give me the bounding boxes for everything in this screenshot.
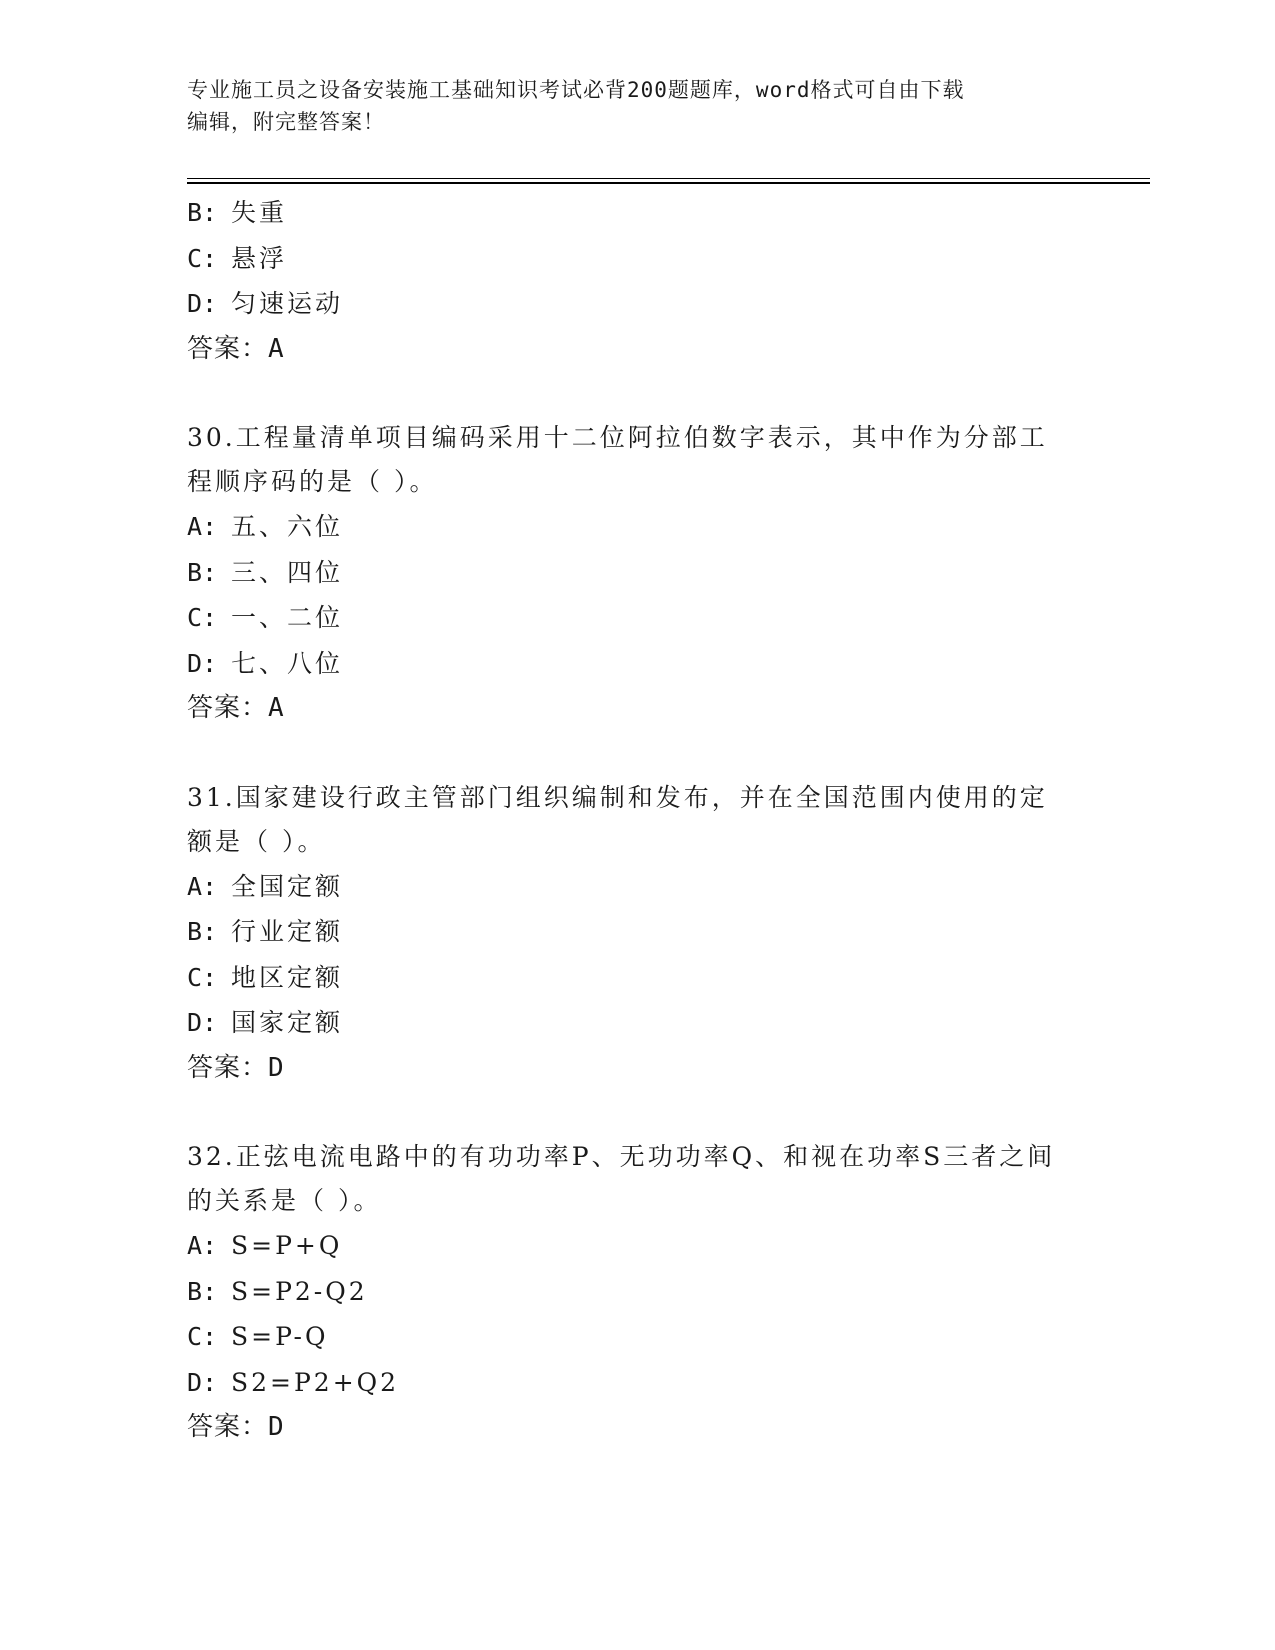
question-spacer: [187, 732, 1077, 776]
option-text: S=P+Q: [231, 1231, 343, 1260]
option-text: 七、八位: [231, 648, 344, 678]
answer-value: A: [268, 333, 285, 364]
option-letter: B:: [187, 198, 218, 227]
option-c: [187, 1314, 1077, 1360]
option-letter: D:: [187, 1367, 218, 1397]
option-d: [187, 1000, 1077, 1046]
option-d: [187, 281, 1077, 327]
answer-label: 答案：: [187, 1412, 269, 1442]
option-b: [187, 1269, 1077, 1315]
question-spacer: [187, 1091, 1077, 1135]
header-divider-thick: [187, 182, 1150, 184]
option-text: 地区定额: [231, 962, 344, 992]
option-letter: B:: [187, 917, 218, 946]
option-letter: C:: [187, 1322, 218, 1351]
option-letter: C:: [187, 243, 218, 273]
option-c: [187, 236, 1077, 282]
answer-value: A: [268, 693, 285, 723]
option-text: 三、四位: [231, 557, 344, 587]
question-31: [187, 776, 1077, 1092]
option-text: 悬浮: [231, 243, 288, 273]
question-stem: 32.正弦电流电路中的有功功率P、无功功率Q、和视在功率S三者之间的关系是（ ）。: [187, 1142, 1056, 1215]
option-text: 全国定额: [231, 871, 344, 901]
header-title-line-2: 编辑，附完整答案！: [187, 110, 385, 134]
question-list: [187, 190, 1077, 1451]
header-divider-thin: [187, 178, 1150, 179]
option-b: [187, 550, 1077, 596]
option-text: S2=P2+Q2: [231, 1367, 400, 1397]
option-text: 一、二位: [231, 603, 344, 632]
answer-value: D: [268, 1412, 285, 1442]
question-stem: 31.国家建设行政主管部门组织编制和发布，并在全国范围内使用的定额是（ ）。: [187, 782, 1048, 856]
option-letter: B:: [187, 1276, 218, 1306]
answer-line: [187, 1405, 1077, 1451]
option-letter: C:: [187, 962, 218, 992]
option-a: [187, 504, 1077, 550]
option-text: S=P2-Q2: [231, 1276, 368, 1306]
question-30: [187, 416, 1077, 732]
option-a: [187, 864, 1077, 910]
answer-line: [187, 1046, 1077, 1092]
answer-value: D: [268, 1052, 285, 1083]
option-letter: D:: [187, 1008, 218, 1037]
option-letter: A:: [187, 871, 218, 901]
question-spacer: [187, 372, 1077, 416]
question-29-continued: [187, 190, 1077, 372]
option-letter: D:: [187, 289, 218, 318]
document-header: [187, 74, 1067, 138]
answer-line: [187, 686, 1077, 732]
option-text: 国家定额: [231, 1008, 344, 1037]
option-text: S=P-Q: [231, 1322, 329, 1351]
header-title-line-1: 专业施工员之设备安装施工基础知识考试必背200题题库，word格式可自由下载: [187, 78, 965, 102]
option-b: [187, 909, 1077, 955]
option-letter: D:: [187, 648, 218, 678]
option-c: [187, 595, 1077, 641]
answer-line: [187, 327, 1077, 373]
option-text: 匀速运动: [231, 289, 344, 318]
option-d: [187, 641, 1077, 687]
option-letter: A:: [187, 1231, 218, 1260]
option-d: [187, 1360, 1077, 1406]
option-text: 行业定额: [231, 917, 344, 946]
question-32: [187, 1135, 1077, 1451]
option-a: [187, 1223, 1077, 1269]
option-c: [187, 955, 1077, 1001]
option-text: 五、六位: [231, 512, 344, 541]
answer-label: 答案：: [187, 333, 269, 364]
option-letter: B:: [187, 557, 218, 587]
answer-label: 答案：: [187, 1052, 269, 1083]
answer-label: 答案：: [187, 693, 269, 723]
option-b: [187, 190, 1077, 236]
option-letter: A:: [187, 512, 218, 541]
option-letter: C:: [187, 603, 218, 632]
question-stem: 30.工程量清单项目编码采用十二位阿拉伯数字表示，其中作为分部工程顺序码的是（ ）。: [187, 423, 1048, 496]
option-text: 失重: [231, 198, 288, 227]
